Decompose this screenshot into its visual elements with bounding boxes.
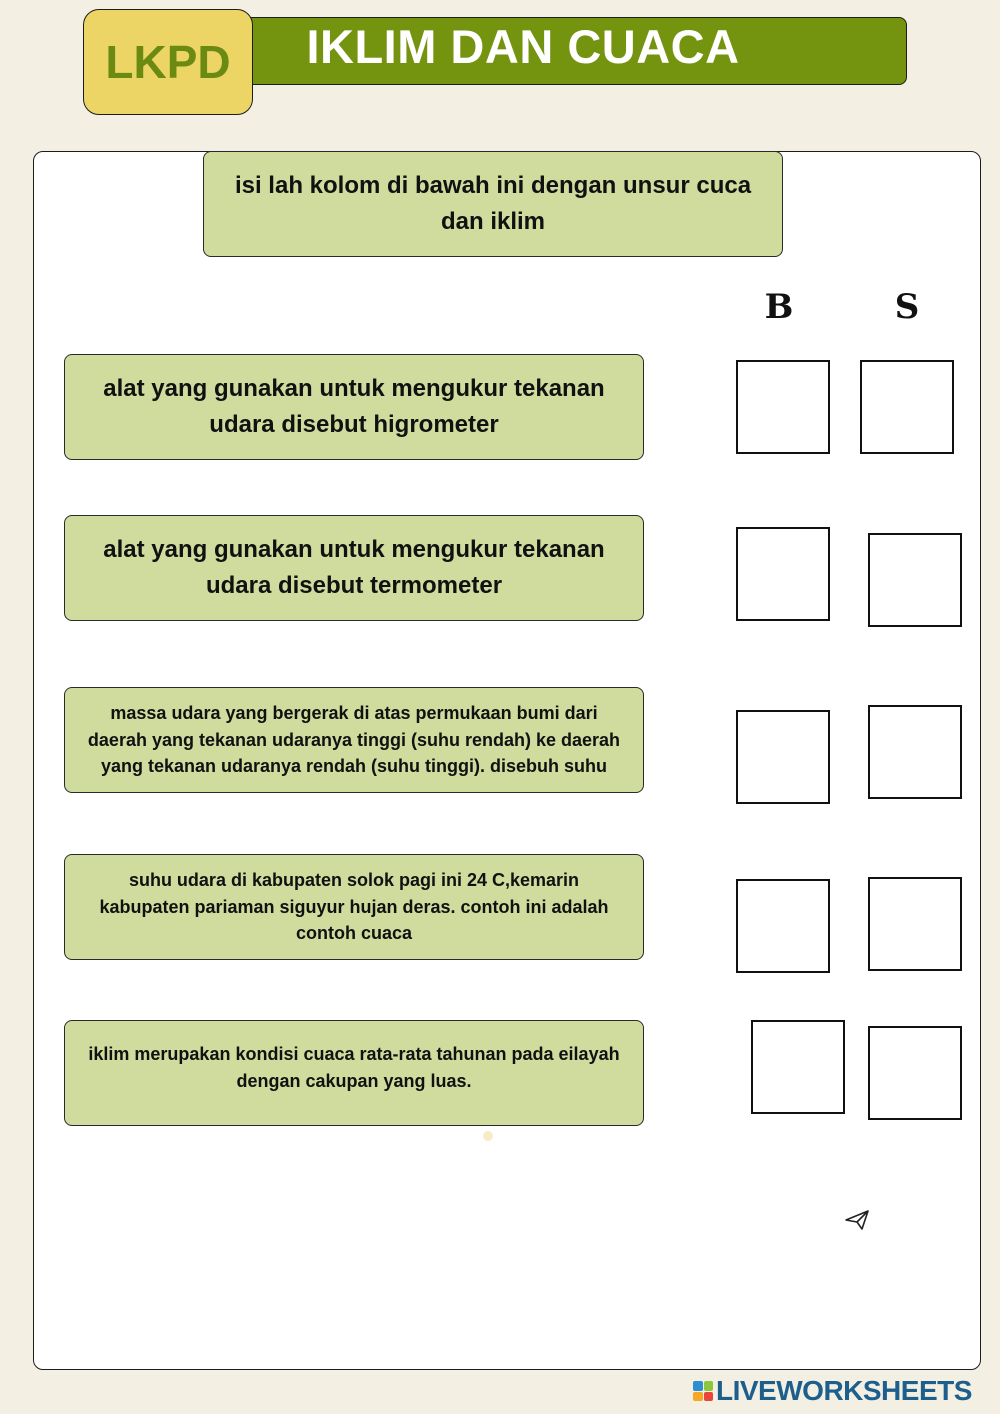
answer-box-true-5[interactable]	[751, 1020, 845, 1114]
question-text-1: alat yang gunakan untuk mengukur tekanan udara disebut higrometer	[103, 375, 605, 438]
answer-box-false-2[interactable]	[868, 533, 962, 627]
question-text-3: massa udara yang bergerak di atas permukaan bumi dari daerah yang tekanan udaranya tinggi (suhu rendah) ke daerah yang tekanan udaranya rendah (suhu tinggi). disebuh suhu	[87, 703, 621, 777]
question-box-4	[64, 854, 644, 960]
answer-box-true-3[interactable]	[736, 710, 830, 804]
page-title: IKLIM DAN CUACA	[306, 20, 740, 73]
brand-name: LIVEWORKSHEETS	[716, 1375, 972, 1406]
column-header-false: S	[894, 287, 920, 327]
instruction-text: isi lah kolom di bawah ini dengan unsur cuca dan iklim	[234, 172, 752, 235]
decorative-dot	[483, 1131, 493, 1141]
question-text-5: iklim merupakan kondisi cuaca rata-rata tahunan pada eilayah dengan cakupan yang luas.	[88, 1044, 620, 1091]
question-text-2: alat yang gunakan untuk mengukur tekanan udara disebut termometer	[103, 536, 605, 599]
question-text-4: suhu udara di kabupaten solok pagi ini 24 C,kemarin kabupaten pariaman siguyur hujan deras. contoh ini adalah contoh cuaca	[99, 870, 609, 944]
lkpd-badge: LKPD	[83, 9, 253, 115]
question-box-1	[64, 354, 644, 460]
answer-box-false-4[interactable]	[868, 877, 962, 971]
liveworksheets-logo	[693, 1372, 993, 1410]
answer-box-true-4[interactable]	[736, 879, 830, 973]
instruction-box	[203, 151, 783, 257]
liveworksheets-logo-icon	[693, 1381, 713, 1401]
answer-box-false-5[interactable]	[868, 1026, 962, 1120]
answer-box-true-2[interactable]	[736, 527, 830, 621]
question-box-2	[64, 515, 644, 621]
answer-box-true-1[interactable]	[736, 360, 830, 454]
answer-box-false-1[interactable]	[860, 360, 954, 454]
answer-box-false-3[interactable]	[868, 705, 962, 799]
paper-plane-icon[interactable]	[843, 1208, 871, 1232]
question-box-5	[64, 1020, 644, 1126]
column-header-true: B	[764, 287, 794, 327]
question-box-3	[64, 687, 644, 793]
